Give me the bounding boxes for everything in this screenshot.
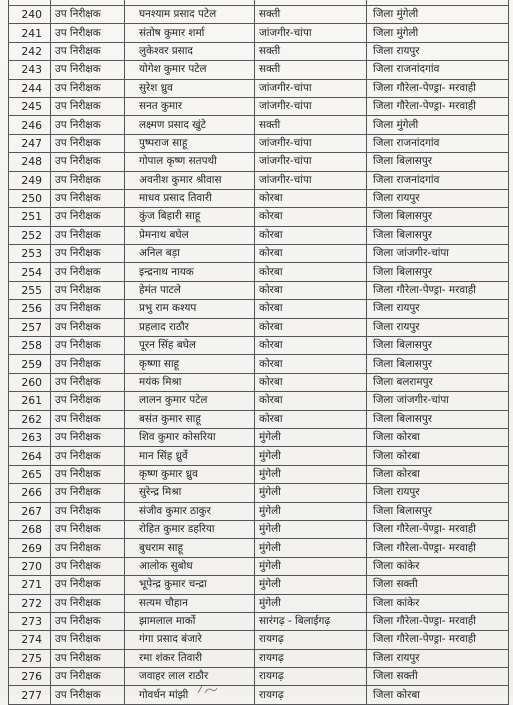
transfer-roster-table xyxy=(8,5,509,705)
transfer-destination: जिला कोरबा xyxy=(367,465,509,483)
rank-cell: उप निरीक्षक xyxy=(51,153,125,171)
transfer-destination: जिला सक्ती xyxy=(367,576,509,594)
serial-number: 255 xyxy=(9,281,51,299)
rank-cell: उप निरीक्षक xyxy=(51,337,125,355)
current-posting: कोरबा xyxy=(255,208,367,226)
serial-number: 245 xyxy=(9,97,51,115)
rank-cell: उप निरीक्षक xyxy=(51,410,125,428)
officer-name: संजीव कुमार ठाकुर xyxy=(125,502,255,520)
rank-cell: उप निरीक्षक xyxy=(51,502,125,520)
serial-number: 268 xyxy=(9,520,51,538)
serial-number: 241 xyxy=(9,24,51,42)
rank-cell: उप निरीक्षक xyxy=(51,61,125,79)
current-posting: जांजगीर-चांपा xyxy=(255,153,367,171)
officer-name: शिव कुमार कोसरिया xyxy=(125,428,255,446)
officer-name: जवाहर लाल राठौर xyxy=(125,668,255,686)
current-posting: कोरबा xyxy=(255,263,367,281)
table-row xyxy=(9,318,509,336)
rank-cell: उप निरीक्षक xyxy=(51,6,125,24)
rank-cell: उप निरीक्षक xyxy=(51,576,125,594)
officer-name: प्रहलाद राठौर xyxy=(125,318,255,336)
transfer-destination: जिला गौरेला-पेण्ड्रा- मरवाही xyxy=(367,612,509,630)
serial-number: 267 xyxy=(9,502,51,520)
transfer-roster-body xyxy=(9,6,509,705)
transfer-destination: जिला रायपुर xyxy=(367,484,509,502)
table-row xyxy=(9,263,509,281)
transfer-destination: जिला बिलासपुर xyxy=(367,355,509,373)
rank-cell: उप निरीक्षक xyxy=(51,42,125,60)
table-row xyxy=(9,116,509,134)
rank-cell: उप निरीक्षक xyxy=(51,355,125,373)
current-posting: कोरबा xyxy=(255,300,367,318)
rank-cell: उप निरीक्षक xyxy=(51,300,125,318)
current-posting: सक्ती xyxy=(255,42,367,60)
transfer-destination: जिला बिलासपुर xyxy=(367,153,509,171)
rank-cell: उप निरीक्षक xyxy=(51,24,125,42)
current-posting: जांजगीर-चांपा xyxy=(255,134,367,152)
officer-name: प्रभु राम कश्यप xyxy=(125,300,255,318)
transfer-destination: जिला बिलासपुर xyxy=(367,337,509,355)
transfer-destination: जिला गौरेला-पेण्ड्रा- मरवाही xyxy=(367,97,509,115)
officer-name: आलोक सुबोध xyxy=(125,557,255,575)
serial-number: 274 xyxy=(9,631,51,649)
table-row xyxy=(9,153,509,171)
serial-number: 253 xyxy=(9,245,51,263)
officer-name: पुष्पराज साहू xyxy=(125,134,255,152)
officer-name: रोहित कुमार डहरिया xyxy=(125,520,255,538)
officer-name: माधव प्रसाद तिवारी xyxy=(125,189,255,207)
officer-name: अनिल बड़ा xyxy=(125,245,255,263)
rank-cell: उप निरीक्षक xyxy=(51,263,125,281)
transfer-destination: जिला रायपुर xyxy=(367,300,509,318)
transfer-destination: जिला रायपुर xyxy=(367,42,509,60)
transfer-destination: जिला कोरबा xyxy=(367,447,509,465)
transfer-destination: जिला रायपुर xyxy=(367,649,509,667)
current-posting: रायगढ़ xyxy=(255,649,367,667)
current-posting: मुंगेली xyxy=(255,576,367,594)
serial-number: 243 xyxy=(9,61,51,79)
current-posting: मुंगेली xyxy=(255,447,367,465)
serial-number: 244 xyxy=(9,79,51,97)
transfer-destination: जिला बिलासपुर xyxy=(367,502,509,520)
pen-mark-icon xyxy=(196,684,218,694)
officer-name: योगेश कुमार पटेल xyxy=(125,61,255,79)
transfer-destination: जिला बिलासपुर xyxy=(367,263,509,281)
current-posting: कोरबा xyxy=(255,281,367,299)
rank-cell: उप निरीक्षक xyxy=(51,97,125,115)
transfer-destination: जिला रायपुर xyxy=(367,318,509,336)
current-posting: सारंगढ़ - बिलाईगढ़ xyxy=(255,612,367,630)
current-posting: जांजगीर-चांपा xyxy=(255,79,367,97)
table-row xyxy=(9,281,509,299)
table-row xyxy=(9,79,509,97)
rank-cell: उप निरीक्षक xyxy=(51,631,125,649)
officer-name: पूरन सिंह बघेल xyxy=(125,337,255,355)
rank-cell: उप निरीक्षक xyxy=(51,447,125,465)
rank-cell: उप निरीक्षक xyxy=(51,134,125,152)
table-row xyxy=(9,245,509,263)
serial-number: 256 xyxy=(9,300,51,318)
current-posting: मुंगेली xyxy=(255,484,367,502)
rank-cell: उप निरीक्षक xyxy=(51,686,125,704)
serial-number: 264 xyxy=(9,447,51,465)
transfer-destination: जिला कोरबा xyxy=(367,686,509,704)
transfer-destination: जिला गौरेला-पेण्ड्रा- मरवाही xyxy=(367,281,509,299)
current-posting: जांजगीर-चांपा xyxy=(255,24,367,42)
rank-cell: उप निरीक्षक xyxy=(51,318,125,336)
rank-cell: उप निरीक्षक xyxy=(51,281,125,299)
officer-name: लक्ष्मण प्रसाद खुंटे xyxy=(125,116,255,134)
rank-cell: उप निरीक्षक xyxy=(51,392,125,410)
table-row xyxy=(9,447,509,465)
current-posting: रायगढ़ xyxy=(255,686,367,704)
table-row xyxy=(9,355,509,373)
table-row xyxy=(9,520,509,538)
transfer-destination: जिला सक्ती xyxy=(367,668,509,686)
current-posting: कोरबा xyxy=(255,318,367,336)
serial-number: 257 xyxy=(9,318,51,336)
officer-name: लालन कुमार पटेल xyxy=(125,392,255,410)
rank-cell: उप निरीक्षक xyxy=(51,428,125,446)
serial-number: 275 xyxy=(9,649,51,667)
table-row xyxy=(9,631,509,649)
officer-name: प्रेमनाथ बघेल xyxy=(125,226,255,244)
table-row xyxy=(9,612,509,630)
table-row xyxy=(9,24,509,42)
table-row xyxy=(9,649,509,667)
rank-cell: उप निरीक्षक xyxy=(51,245,125,263)
transfer-destination: जिला कांकेर xyxy=(367,594,509,612)
current-posting: कोरबा xyxy=(255,245,367,263)
serial-number: 249 xyxy=(9,171,51,189)
rank-cell: उप निरीक्षक xyxy=(51,668,125,686)
officer-name: लुकेश्वर प्रसाद xyxy=(125,42,255,60)
table-row xyxy=(9,594,509,612)
officer-name: झामलाल मार्को xyxy=(125,612,255,630)
current-posting: मुंगेली xyxy=(255,557,367,575)
table-row xyxy=(9,557,509,575)
serial-number: 252 xyxy=(9,226,51,244)
serial-number: 262 xyxy=(9,410,51,428)
rank-cell: उप निरीक्षक xyxy=(51,539,125,557)
serial-number: 246 xyxy=(9,116,51,134)
serial-number: 261 xyxy=(9,392,51,410)
transfer-destination: जिला बिलासपुर xyxy=(367,226,509,244)
rank-cell: उप निरीक्षक xyxy=(51,226,125,244)
rank-cell: उप निरीक्षक xyxy=(51,373,125,391)
rank-cell: उप निरीक्षक xyxy=(51,520,125,538)
transfer-destination: जिला मुंगेली xyxy=(367,6,509,24)
rank-cell: उप निरीक्षक xyxy=(51,649,125,667)
rank-cell: उप निरीक्षक xyxy=(51,116,125,134)
transfer-destination: जिला राजनांदगांव xyxy=(367,171,509,189)
table-row xyxy=(9,484,509,502)
serial-number: 276 xyxy=(9,668,51,686)
serial-number: 266 xyxy=(9,484,51,502)
transfer-destination: जिला जांजगीर-चांपा xyxy=(367,245,509,263)
serial-number: 277 xyxy=(9,686,51,704)
transfer-destination: जिला गौरेला-पेण्ड्रा- मरवाही xyxy=(367,539,509,557)
officer-name: घनश्याम प्रसाद पटेल xyxy=(125,6,255,24)
transfer-destination: जिला राजनांदगांव xyxy=(367,134,509,152)
table-row xyxy=(9,171,509,189)
transfer-destination: जिला बलरामपुर xyxy=(367,373,509,391)
current-posting: जांजगीर-चांपा xyxy=(255,97,367,115)
current-posting: मुंगेली xyxy=(255,428,367,446)
officer-name: गोवर्धन मांझी xyxy=(125,686,255,704)
current-posting: सक्ती xyxy=(255,6,367,24)
current-posting: मुंगेली xyxy=(255,502,367,520)
table-row xyxy=(9,373,509,391)
serial-number: 270 xyxy=(9,557,51,575)
table-row xyxy=(9,392,509,410)
officer-name: कृष्णा साहू xyxy=(125,355,255,373)
table-row xyxy=(9,42,509,60)
serial-number: 259 xyxy=(9,355,51,373)
table-row xyxy=(9,226,509,244)
rank-cell: उप निरीक्षक xyxy=(51,557,125,575)
serial-number: 269 xyxy=(9,539,51,557)
current-posting: सक्ती xyxy=(255,116,367,134)
serial-number: 263 xyxy=(9,428,51,446)
officer-name: गंगा प्रसाद बंजारे xyxy=(125,631,255,649)
officer-name: बुधराम साहू xyxy=(125,539,255,557)
rank-cell: उप निरीक्षक xyxy=(51,171,125,189)
transfer-destination: जिला जांजगीर-चांपा xyxy=(367,392,509,410)
serial-number: 254 xyxy=(9,263,51,281)
current-posting: कोरबा xyxy=(255,410,367,428)
transfer-destination: जिला कोरबा xyxy=(367,428,509,446)
transfer-destination: जिला गौरेला-पेण्ड्रा- मरवाही xyxy=(367,631,509,649)
current-posting: मुंगेली xyxy=(255,594,367,612)
rank-cell: उप निरीक्षक xyxy=(51,189,125,207)
current-posting: जांजगीर-चांपा xyxy=(255,171,367,189)
serial-number: 251 xyxy=(9,208,51,226)
transfer-destination: जिला रायपुर xyxy=(367,189,509,207)
serial-number: 247 xyxy=(9,134,51,152)
current-posting: कोरबा xyxy=(255,373,367,391)
officer-name: सुरेन्द्र मिश्रा xyxy=(125,484,255,502)
table-row xyxy=(9,576,509,594)
officer-name: संतोष कुमार शर्मा xyxy=(125,24,255,42)
serial-number: 260 xyxy=(9,373,51,391)
serial-number: 271 xyxy=(9,576,51,594)
officer-name: रमा शंकर तिवारी xyxy=(125,649,255,667)
rank-cell: उप निरीक्षक xyxy=(51,208,125,226)
current-posting: मुंगेली xyxy=(255,520,367,538)
serial-number: 265 xyxy=(9,465,51,483)
table-row xyxy=(9,300,509,318)
table-row xyxy=(9,134,509,152)
current-posting: सक्ती xyxy=(255,61,367,79)
table-row xyxy=(9,6,509,24)
officer-name: सत्यम चौहान xyxy=(125,594,255,612)
serial-number: 248 xyxy=(9,153,51,171)
current-posting: कोरबा xyxy=(255,189,367,207)
serial-number: 272 xyxy=(9,594,51,612)
officer-name: सुरेश ध्रुव xyxy=(125,79,255,97)
rank-cell: उप निरीक्षक xyxy=(51,79,125,97)
rank-cell: उप निरीक्षक xyxy=(51,612,125,630)
table-row xyxy=(9,61,509,79)
serial-number: 250 xyxy=(9,189,51,207)
officer-name: मयंक मिश्रा xyxy=(125,373,255,391)
officer-name: गोपाल कृष्ण सतपथी xyxy=(125,153,255,171)
table-row xyxy=(9,189,509,207)
table-row xyxy=(9,428,509,446)
transfer-destination: जिला मुंगेली xyxy=(367,24,509,42)
current-posting: मुंगेली xyxy=(255,539,367,557)
serial-number: 242 xyxy=(9,42,51,60)
rank-cell: उप निरीक्षक xyxy=(51,484,125,502)
table-row xyxy=(9,208,509,226)
table-row xyxy=(9,502,509,520)
rank-cell: उप निरीक्षक xyxy=(51,594,125,612)
table-row xyxy=(9,539,509,557)
rank-cell: उप निरीक्षक xyxy=(51,465,125,483)
transfer-destination: जिला गौरेला-पेण्ड्रा- मरवाही xyxy=(367,520,509,538)
officer-name: इन्द्रनाथ नायक xyxy=(125,263,255,281)
current-posting: कोरबा xyxy=(255,226,367,244)
current-posting: कोरबा xyxy=(255,355,367,373)
current-posting: रायगढ़ xyxy=(255,631,367,649)
current-posting: मुंगेली xyxy=(255,465,367,483)
table-row xyxy=(9,686,509,704)
officer-name: भूपेन्द्र कुमार चन्द्रा xyxy=(125,576,255,594)
officer-name: अवनीश कुमार श्रीवास xyxy=(125,171,255,189)
officer-name: सनत कुमार xyxy=(125,97,255,115)
officer-name: हेमंत पाटले xyxy=(125,281,255,299)
table-row xyxy=(9,337,509,355)
transfer-destination: जिला गौरेला-पेण्ड्रा- मरवाही xyxy=(367,79,509,97)
transfer-destination: जिला राजनांदगांव xyxy=(367,61,509,79)
officer-name: बसंत कुमार साहू xyxy=(125,410,255,428)
table-row xyxy=(9,97,509,115)
serial-number: 273 xyxy=(9,612,51,630)
current-posting: कोरबा xyxy=(255,392,367,410)
officer-name: मान सिंह ध्रुर्वे xyxy=(125,447,255,465)
transfer-destination: जिला कांकेर xyxy=(367,557,509,575)
current-posting: रायगढ़ xyxy=(255,668,367,686)
transfer-destination: जिला मुंगेली xyxy=(367,116,509,134)
table-row xyxy=(9,410,509,428)
transfer-destination: जिला बिलासपुर xyxy=(367,410,509,428)
transfer-destination: जिला बिलासपुर xyxy=(367,208,509,226)
officer-name: कृष्ण कुमार ध्रुव xyxy=(125,465,255,483)
serial-number: 258 xyxy=(9,337,51,355)
officer-name: कुंज बिहारी साहू xyxy=(125,208,255,226)
current-posting: कोरबा xyxy=(255,337,367,355)
table-row xyxy=(9,668,509,686)
serial-number: 240 xyxy=(9,6,51,24)
table-row xyxy=(9,465,509,483)
